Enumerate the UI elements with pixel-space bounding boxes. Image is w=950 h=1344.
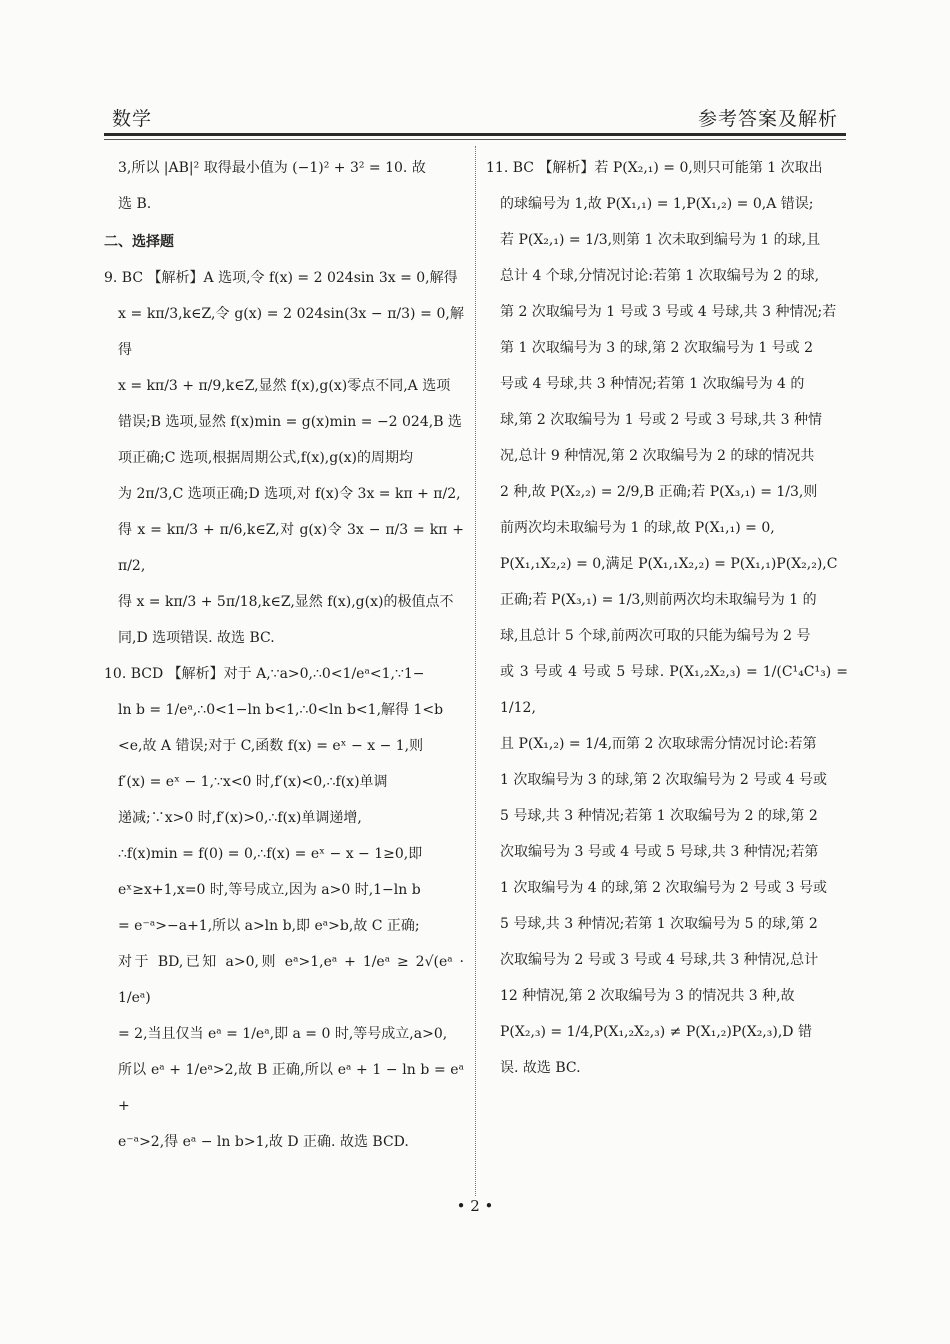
text-line: 况,总计 9 种情况,第 2 次取编号为 2 的球的情况共 (500, 448, 815, 464)
text-line: 前两次均未取编号为 1 的球,故 P(X₁,₁) = 0, (500, 520, 775, 536)
subject-label: 数学 (112, 108, 153, 130)
text-line: 第 2 次取编号为 1 号或 3 号或 4 号球,共 3 种情况;若 (500, 304, 837, 320)
text-line: 所以 eᵃ + 1/eᵃ>2,故 B 正确,所以 eᵃ + 1 − ln b = eᵃ + (118, 1062, 464, 1114)
text-line: = 2,当且仅当 eᵃ = 1/eᵃ,即 a = 0 时,等号成立,a>0, (118, 1026, 448, 1042)
text-line: 5 号球,共 3 种情况;若第 1 次取编号为 2 的球,第 2 (500, 808, 818, 824)
text-line: 得 x = kπ/3 + 5π/18,k∈Z,显然 f(x),g(x)的极值点不 (118, 594, 454, 610)
text-line: 号或 4 号球,共 3 种情况;若第 1 次取编号为 4 的 (500, 376, 805, 392)
text-line: 1 次取编号为 3 的球,第 2 次取编号为 2 号或 4 号或 (500, 772, 828, 788)
text-line: 球,且总计 5 个球,前两次可取的只能为编号为 2 号 (500, 628, 811, 644)
text-line: 错误;B 选项,显然 f(x)min = g(x)min = −2 024,B 选 (118, 414, 462, 430)
page-header (108, 98, 842, 132)
text-line: 正确;若 P(X₃,₁) = 1/3,则前两次均未取编号为 1 的 (500, 592, 817, 608)
text-line: 递减;∵x>0 时,f′(x)>0,∴f(x)单调递增, (118, 810, 362, 826)
text-line: 项正确;C 选项,根据周期公式,f(x),g(x)的周期均 (118, 450, 414, 466)
text-line: 次取编号为 2 号或 3 号或 4 号球,共 3 种情况,总计 (500, 952, 819, 968)
text-line: 误. 故选 BC. (500, 1060, 581, 1076)
header-rule-thick (104, 133, 846, 136)
page-number: • 2 • (456, 1197, 494, 1215)
text-line: <e,故 A 错误;对于 C,函数 f(x) = eˣ − x − 1,则 (118, 738, 424, 754)
text-line: 且 P(X₁,₂) = 1/4,而第 2 次取球需分情况讨论:若第 (500, 736, 817, 752)
text-line: P(X₂,₃) = 1/4,P(X₁,₂X₂,₃) ≠ P(X₁,₂)P(X₂,₃),D 错 (500, 1024, 812, 1040)
question-9-line: 9. BC 【解析】A 选项,令 f(x) = 2 024sin 3x = 0,解得 (104, 270, 458, 286)
question-10-line: 10. BCD 【解析】对于 A,∵a>0,∴0<1/eᵃ<1,∵1− (104, 666, 425, 682)
text-line: 球,第 2 次取编号为 1 号或 2 号或 3 号球,共 3 种情 (500, 412, 822, 428)
text-line: 2 种,故 P(X₂,₂) = 2/9,B 正确;若 P(X₃,₁) = 1/3,则 (500, 484, 818, 500)
header-rule-thin (104, 139, 846, 140)
text-line: 同,D 选项错误. 故选 BC. (118, 630, 275, 646)
text-line: = e⁻ᵃ>−a+1,所以 a>ln b,即 eᵃ>b,故 C 正确; (118, 918, 420, 934)
text-line: 3,所以 |AB|² 取得最小值为 (−1)² + 3² = 10. 故 (118, 160, 426, 176)
text-line: x = kπ/3 + π/9,k∈Z,显然 f(x),g(x)零点不同,A 选项 (118, 378, 451, 394)
document-title: 参考答案及解析 (697, 108, 838, 130)
text-line: 或 3 号或 4 号或 5 号球. P(X₁,₂X₂,₃) = 1/(C¹₄C¹₃) = 1/12, (500, 664, 848, 716)
text-line: ∴f(x)min = f(0) = 0,∴f(x) = eˣ − x − 1≥0,即 (118, 846, 423, 862)
text-line: 第 1 次取编号为 3 的球,第 2 次取编号为 1 号或 2 (500, 340, 814, 356)
section-heading: 二、选择题 (104, 234, 174, 250)
text-line: 得 x = kπ/3 + π/6,k∈Z,对 g(x)令 3x − π/3 = kπ + π/2, (118, 522, 464, 574)
text-line: 的球编号为 1,故 P(X₁,₁) = 1,P(X₁,₂) = 0,A 错误; (500, 196, 814, 212)
text-line: 若 P(X₂,₁) = 1/3,则第 1 次未取到编号为 1 的球,且 (500, 232, 821, 248)
text-line: e⁻ᵃ>2,得 eᵃ − ln b>1,故 D 正确. 故选 BCD. (118, 1134, 409, 1150)
column-divider (475, 146, 476, 1196)
text-line: 对于 BD,已知 a>0,则 eᵃ>1,eᵃ + 1/eᵃ ≥ 2√(eᵃ · 1/eᵃ) (118, 954, 464, 1006)
text-line: eˣ≥x+1,x=0 时,等号成立,因为 a>0 时,1−ln b (118, 882, 421, 898)
text-line: 12 种情况,第 2 次取编号为 3 的情况共 3 种,故 (500, 988, 795, 1004)
left-column (104, 150, 464, 1160)
text-line: f′(x) = eˣ − 1,∵x<0 时,f′(x)<0,∴f(x)单调 (118, 774, 388, 790)
text-line: 为 2π/3,C 选项正确;D 选项,对 f(x)令 3x = kπ + π/2, (118, 486, 461, 502)
text-line: 选 B. (118, 196, 152, 212)
right-column (486, 150, 848, 1086)
text-line: 5 号球,共 3 种情况;若第 1 次取编号为 5 的球,第 2 (500, 916, 818, 932)
text-line: P(X₁,₁X₂,₂) = 0,满足 P(X₁,₁X₂,₂) = P(X₁,₁)P(X₂,₂),C (500, 556, 838, 572)
text-line: 1 次取编号为 4 的球,第 2 次取编号为 2 号或 3 号或 (500, 880, 828, 896)
question-11-line: 11. BC 【解析】若 P(X₂,₁) = 0,则只可能第 1 次取出 (486, 160, 823, 176)
text-line: 次取编号为 3 号或 4 号或 5 号球,共 3 种情况;若第 (500, 844, 819, 860)
text-line: x = kπ/3,k∈Z,令 g(x) = 2 024sin(3x − π/3) = 0,解得 (118, 306, 464, 358)
text-line: 总计 4 个球,分情况讨论:若第 1 次取编号为 2 的球, (500, 268, 820, 284)
text-line: ln b = 1/eᵃ,∴0<1−ln b<1,∴0<ln b<1,解得 1<b (118, 702, 444, 718)
